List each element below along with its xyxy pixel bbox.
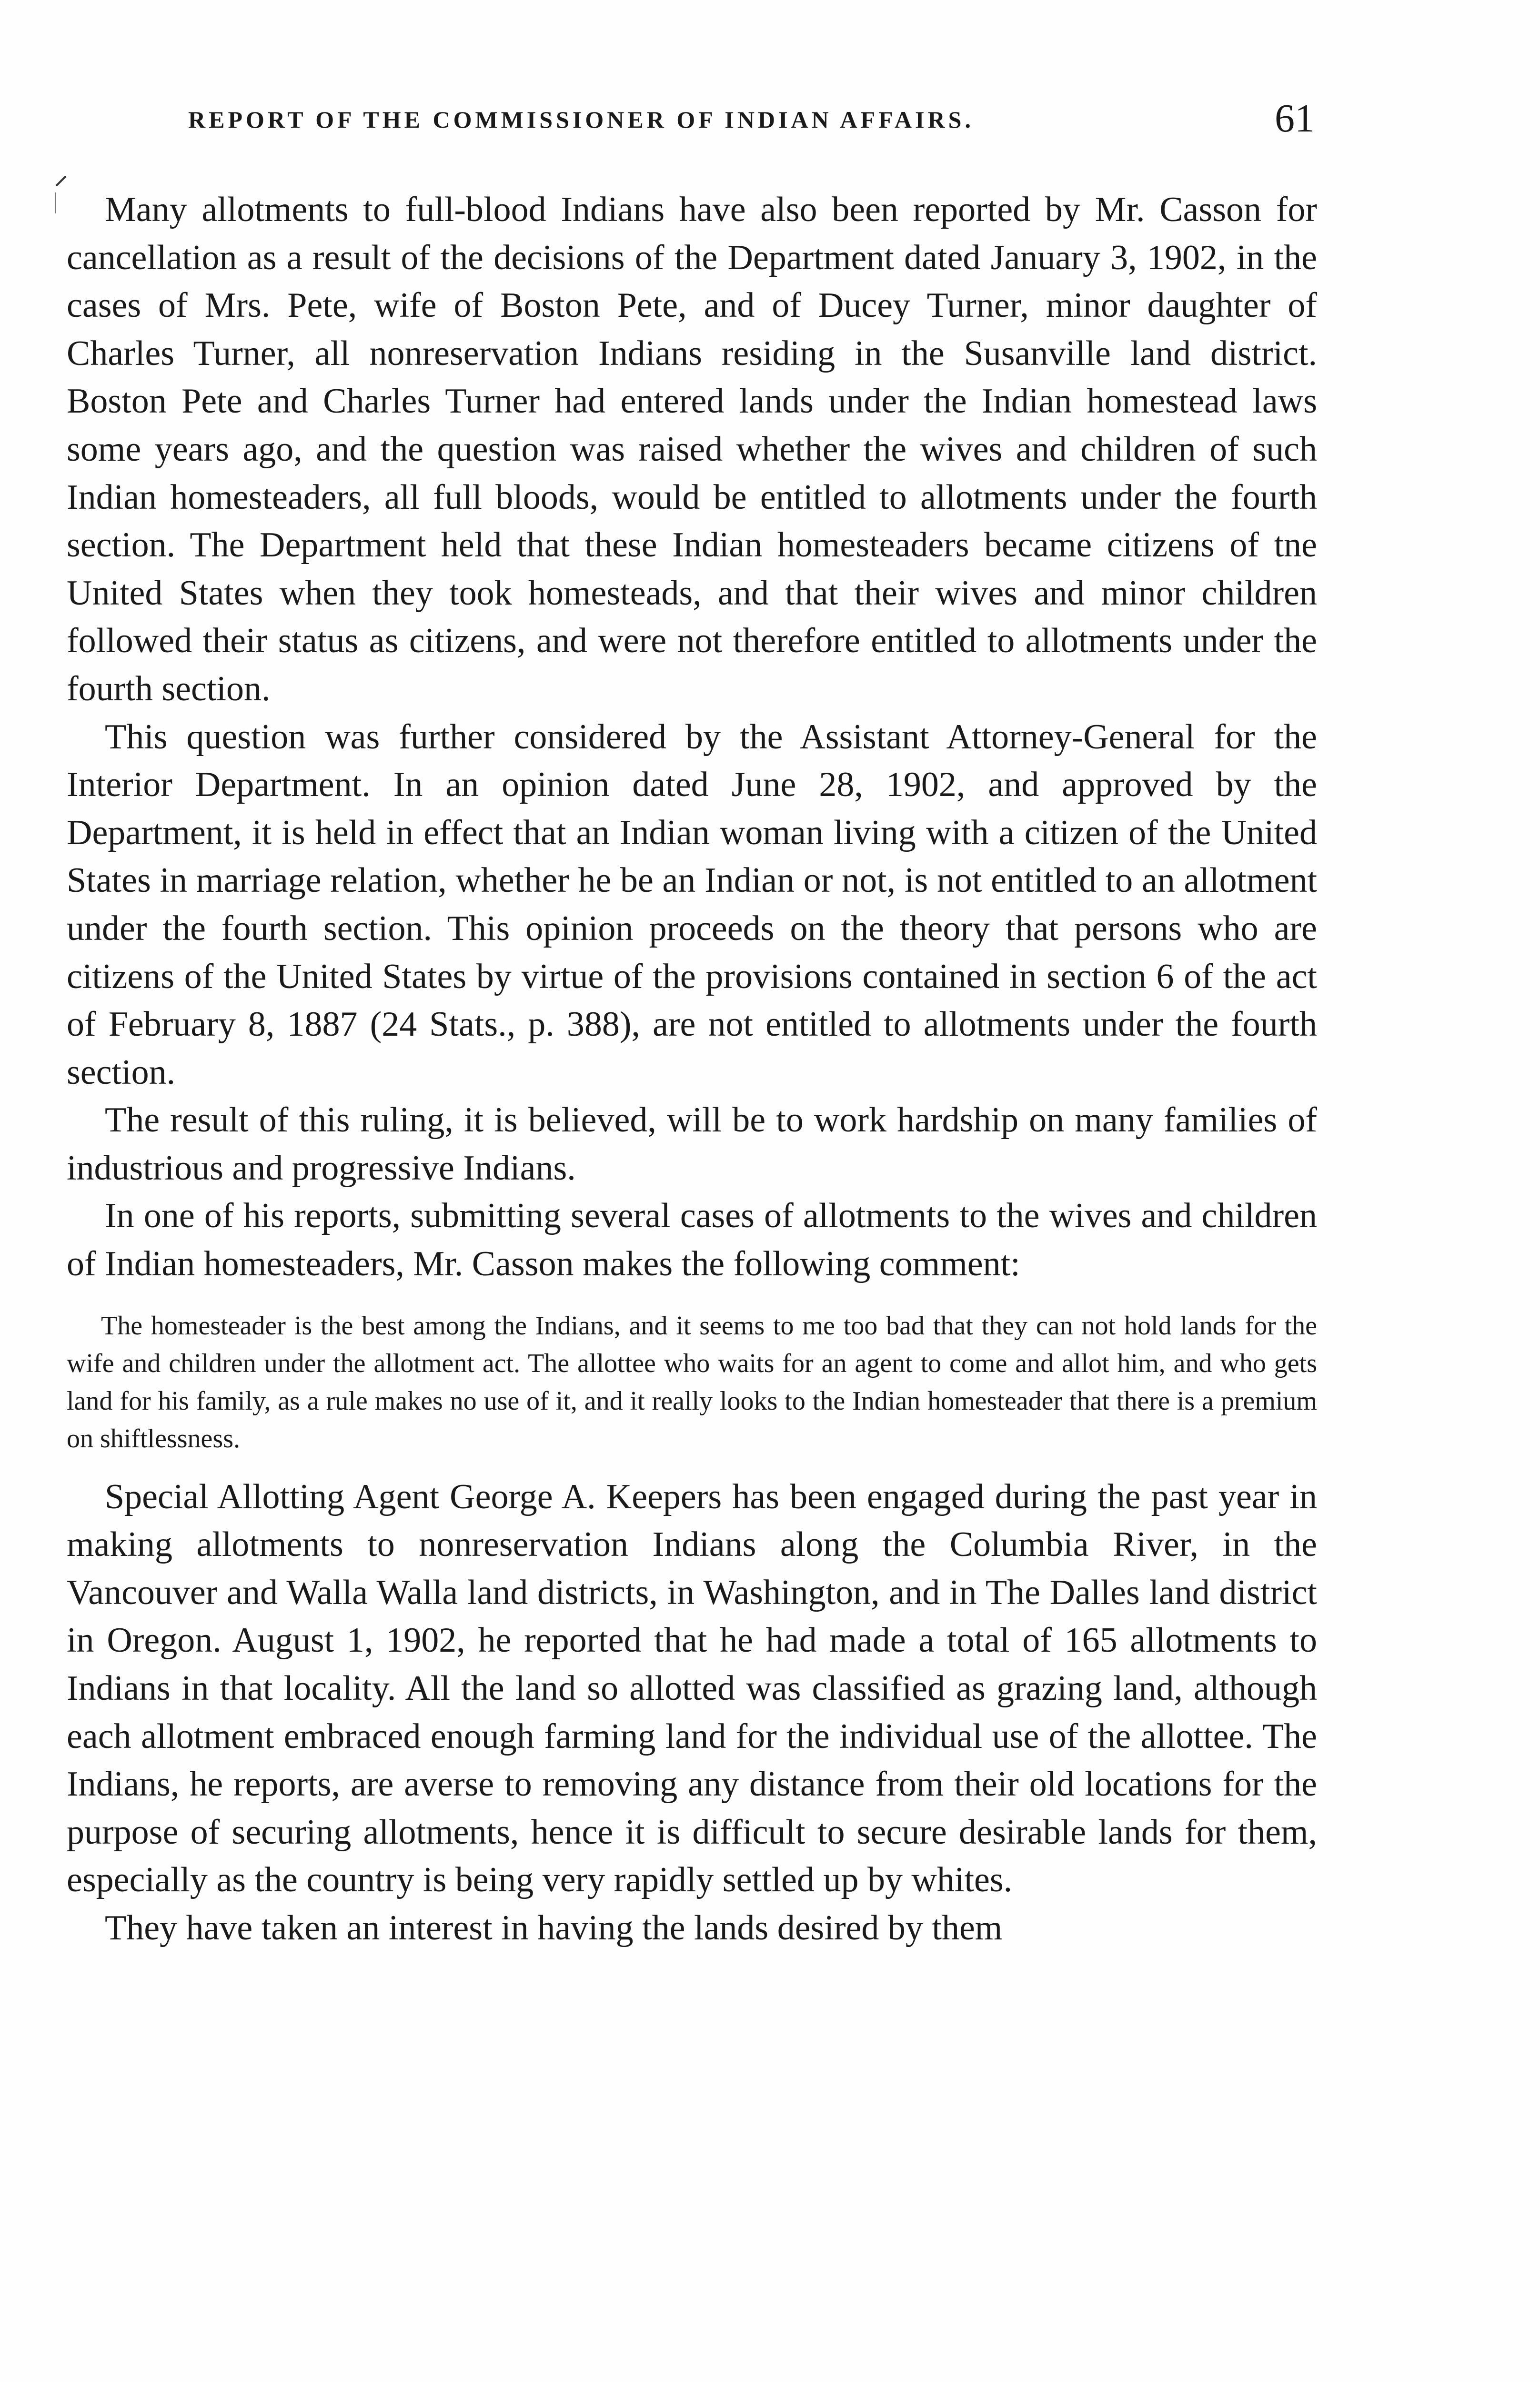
page-number: 61 (1275, 96, 1315, 141)
block-quote: The homesteader is the best among the Indians, and it seems to me too bad that they can not hold lands for the wife and children under the allotment act. The allottee who waits for an agent to come and allot him, and who gets land for his family, as a rule makes no use of it, and it really looks to the Indian homesteader that there is a premium on shiftlessness. (67, 1311, 1317, 1453)
paragraph-cancellations: Many allotments to full-blood Indians have also been reported by Mr. Casson for cancellation as a result of the decisions of the Department dated January 3, 1902, in the cases of Mrs. Pete, wife of Boston Pete, and of Ducey Turner, minor daughter of Charles Turner, all nonreservation Indians residing in the Susanville land district. Boston Pete and Charles Turner had entered lands under the Indian homestead laws some years ago, and the question was raised whether the wives and children of such Indian homesteaders, all full bloods, would be entitled to allotments under the fourth section. The Department held that these Indian homesteaders became citizens of tne United States when they took homesteads, and that their wives and minor children followed their status as citizens, and were not therefore entitled to allotments under the fourth section. (67, 190, 1317, 708)
paragraph-ruling-result: The result of this ruling, it is believed, will be to work hardship on many families of industrious and progressive Indians. (67, 1100, 1317, 1188)
paragraph-opinion: This question was further considered by the Assistant Attorney-General for the Interior Department. In an opinion dated June 28, 1902, and approved by the Department, it is held in effect that an Indian woman living with a citizen of the United States in marriage relation, whether he be an Indian or not, is not entitled to an allotment under the fourth section. This opinion proceeds on the theory that persons who are citizens of the United States by virtue of the provisions contained in section 6 of the act of February 8, 1887 (24 Stats., p. 388), are not entitled to allotments under the fourth section. (67, 717, 1317, 1092)
paragraph-casson-comment: In one of his reports, submitting several cases of allotments to the wives and children of Indian homesteaders, Mr. Casson makes the following comment: (67, 1196, 1317, 1284)
body-text (67, 186, 1317, 1952)
running-title: REPORT OF THE COMMISSIONER OF INDIAN AFFAIRS. (188, 106, 974, 133)
paragraph-keepers: Special Allotting Agent George A. Keepers has been engaged during the past year in making allotments to nonreservation Indians along the Columbia River, in the Vancouver and Walla Walla land districts, in Washington, and in The Dalles land district in Oregon. August 1, 1902, he reported that he had made a total of 165 allotments to Indians in that locality. All the land so allotted was classified as grazing land, although each allotment embraced enough farming land for the individual use of the allottee. The Indians, he reports, are averse to removing any distance from their old locations for the purpose of securing allotments, hence it is difficult to secure desirable lands for them, especially as the country is being very rapidly settled up by whites. (67, 1477, 1317, 1900)
running-head (67, 95, 1315, 148)
paragraph-continued: They have taken an interest in having the lands desired by them (105, 1908, 1003, 1948)
margin-tick-mark (53, 175, 68, 214)
